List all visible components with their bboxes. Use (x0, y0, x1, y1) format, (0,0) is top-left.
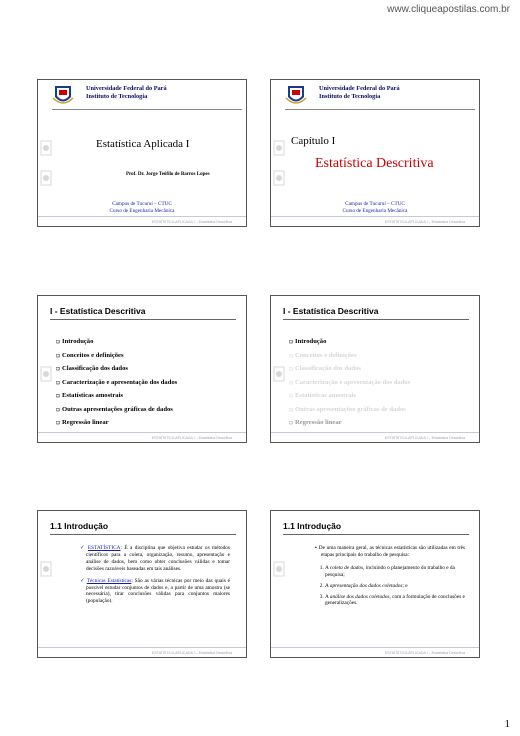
site-url[interactable]: www.cliqueapostilas.com.br (387, 4, 510, 15)
list-item: ❑ Estatísticas amostrais (289, 392, 356, 399)
slide-heading: I - Estatística Descritiva (283, 306, 469, 320)
list-item: ❑ Introdução (56, 338, 94, 345)
slide-outline-highlight (270, 295, 480, 443)
slide-heading: 1.1 Introdução (283, 521, 469, 535)
slide-outline (37, 295, 247, 443)
steps-lead: ▪ De uma maneira geral, as técnicas estatísticas são utilizadas em três etapas principais do trabalho de pesquisa: (315, 545, 465, 558)
slide-footer: ESTATÍSTICA APLICADA I – Estatística Descritiva (151, 436, 232, 440)
list-item: 2. A apresentação dos dados coletados; e (325, 583, 465, 590)
slide-heading: 1.1 Introdução (50, 521, 236, 535)
slide-footer: ESTATÍSTICA APLICADA I – Estatística Descritiva (151, 651, 232, 655)
page-number: 1 (504, 718, 510, 730)
slide-footer: ESTATÍSTICA APLICADA I – Estatística Descritiva (151, 220, 232, 224)
campus-info: Campus de Tucuruí – CTUC Curso de Engenharia Mecânica (109, 201, 175, 214)
course-title: Estatística Aplicada I (96, 138, 190, 150)
list-item: ❑ Classificação dos dados (289, 365, 361, 372)
university-name: Universidade Federal do Pará Instituto de Tecnologia (86, 85, 167, 100)
definition-statistics: ✓ ESTATÍSTICA: É a disciplina que objetiva estudar os métodos científicos para a coleta, organização, resumo, apresentação e análise de dados, bem como obter conclusões válidas e tomar decisões razoáveis baseadas em tais análises. (80, 545, 230, 572)
university-name: Universidade Federal do Pará Instituto de Tecnologia (319, 85, 400, 100)
watermark-emblem-icon (40, 140, 52, 156)
check-icon: ✓ (80, 577, 85, 584)
list-item: ❑ Conceitos e definições (289, 351, 357, 359)
watermark-emblem-icon (273, 170, 285, 186)
research-steps (315, 545, 465, 611)
watermark-emblem-icon (40, 170, 52, 186)
list-item: 3. A análise dos dados coletados, com a formulação de conclusões e generalizações. (325, 594, 465, 608)
header-divider (52, 109, 242, 110)
chapter-label: Capítulo I (291, 135, 336, 147)
definitions (80, 545, 230, 610)
slide-intro-definitions (37, 510, 247, 658)
watermark-emblem-icon (40, 366, 52, 382)
footer-divider (38, 216, 246, 217)
chapter-title: Estatística Descritiva (315, 156, 434, 171)
steps-list (315, 565, 465, 608)
list-item: ❑ Caracterização e apresentação dos dados (56, 378, 178, 386)
university-logo-icon (285, 84, 307, 106)
header-divider (285, 109, 475, 110)
list-item: ❑ Classificação dos dados (56, 365, 128, 372)
watermark-emblem-icon (40, 561, 52, 577)
outline-list (56, 338, 178, 433)
definition-techniques: ✓ Técnicas Estatísticas: São as várias técnicas por meio das quais é possível estudar conjuntos de dados e, a partir de uma amostra (se necessária), tirar conclusões válidas para conjuntos maiores (população). (80, 577, 230, 605)
list-item: ❑ Conceitos e definições (56, 351, 124, 359)
campus-info: Campus de Tucuruí – CTUC Curso de Engenharia Mecânica (342, 201, 408, 214)
footer-divider (271, 216, 479, 217)
list-item: ❑ Outras apresentações gráficas de dados (56, 405, 173, 413)
university-logo-icon (52, 84, 74, 106)
footer-divider (271, 647, 479, 648)
footer-divider (38, 647, 246, 648)
list-item-active: ❑ Introdução (289, 338, 327, 345)
slide-footer: ESTATÍSTICA APLICADA I – Estatística Descritiva (384, 220, 465, 224)
footer-divider (38, 432, 246, 433)
slide-header (285, 84, 475, 108)
slide-chapter (270, 79, 480, 227)
list-item: ❑ Estatísticas amostrais (56, 392, 123, 399)
list-item: ❑ Regressão linear (56, 419, 109, 426)
check-icon: ✓ (80, 545, 86, 551)
slide-footer: ESTATÍSTICA APLICADA I – Estatística Descritiva (384, 436, 465, 440)
watermark-emblem-icon (273, 366, 285, 382)
list-item: ❑ Outras apresentações gráficas de dados (289, 405, 406, 413)
slide-heading: I - Estatística Descritiva (50, 306, 236, 320)
footer-divider (271, 432, 479, 433)
watermark-emblem-icon (273, 561, 285, 577)
slide-intro-steps (270, 510, 480, 658)
slide-header (52, 84, 242, 108)
outline-list (289, 338, 411, 433)
list-item: ❑ Caracterização e apresentação dos dados (289, 378, 411, 386)
bullet-icon: ▪ (315, 545, 318, 551)
list-item: ❑ Regressão linear (289, 419, 342, 426)
slide-title (37, 79, 247, 227)
slide-footer: ESTATÍSTICA APLICADA I – Estatística Descritiva (384, 651, 465, 655)
professor-name: Prof. Dr. Jorge Teófilo de Barros Lopes (126, 172, 210, 177)
watermark-emblem-icon (273, 140, 285, 156)
list-item: 1. A coleta de dados, incluindo o planejamento do trabalho e da pesquisa; (325, 565, 465, 579)
